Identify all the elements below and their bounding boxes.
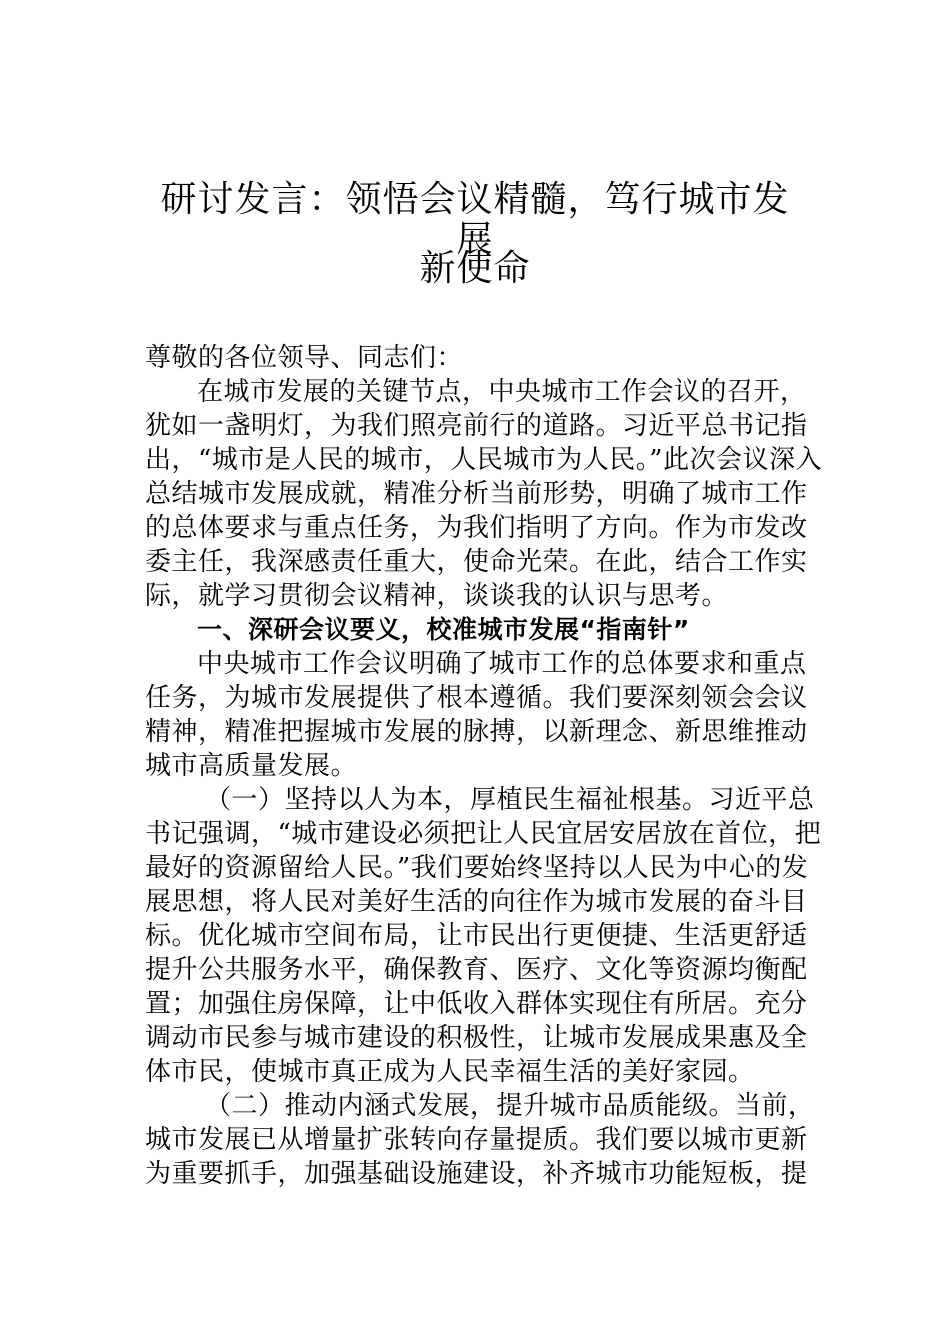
paragraph-line: 调动市民参与城市建设的积极性，让城市发展成果惠及全 (145, 1023, 808, 1053)
document-title-line-2: 新使命 (419, 248, 531, 289)
paragraph-line: 际，就学习贯彻会议精神，谈谈我的认识与思考。 (145, 581, 729, 611)
document-body (145, 341, 823, 1191)
paragraph-line: 精神，精准把握城市发展的脉搏，以新理念、新思维推动 (145, 717, 808, 747)
paragraph-line: 展思想，将人民对美好生活的向往作为城市发展的奋斗目 (145, 887, 808, 917)
paragraph-line: 中央城市工作会议明确了城市工作的总体要求和重点 (197, 649, 807, 679)
paragraph-line: 书记强调，“城市建设必须把让人民宜居安居放在首位，把 (145, 819, 822, 849)
paragraph-line: 标。优化城市空间布局，让市民出行更便捷、生活更舒适 (145, 921, 808, 951)
paragraph-line: 出，“城市是人民的城市，人民城市为人民。”此次会议深入 (145, 445, 823, 475)
paragraph-line: 城市发展已从增量扩张转向存量提质。我们要以城市更新 (145, 1125, 808, 1155)
subsection-line: （一）坚持以人为本，厚植民生福祉根基。习近平总 (205, 785, 815, 815)
paragraph-line: 最好的资源留给人民。”我们要始终坚持以人民为中心的发 (145, 853, 809, 883)
paragraph-line: 提升公共服务水平，确保教育、医疗、文化等资源均衡配 (145, 955, 808, 985)
paragraph-line: 为重要抓手，加强基础设施建设，补齐城市功能短板，提 (145, 1159, 808, 1189)
paragraph-line: 的总体要求与重点任务，为我们指明了方向。作为市发改 (145, 513, 808, 543)
paragraph-line: 委主任，我深感责任重大，使命光荣。在此，结合工作实 (145, 547, 808, 577)
paragraph-line: 体市民，使城市真正成为人民幸福生活的美好家园。 (145, 1057, 755, 1087)
paragraph-line: 在城市发展的关键节点，中央城市工作会议的召开， (197, 377, 807, 407)
paragraph-line: 任务，为城市发展提供了根本遵循。我们要深刻领会会议 (145, 683, 808, 713)
section-heading: 一、深研会议要义，校准城市发展“指南针” (197, 615, 690, 644)
paragraph-line: 置；加强住房保障，让中低收入群体实现住有所居。充分 (145, 989, 808, 1019)
paragraph-line: 总结城市发展成就，精准分析当前形势，明确了城市工作 (145, 479, 808, 509)
paragraph-line: 犹如一盏明灯，为我们照亮前行的道路。习近平总书记指 (145, 411, 808, 441)
subsection-line: （二）推动内涵式发展，提升城市品质能级。当前， (205, 1091, 815, 1121)
salutation: 尊敬的各位领导、同志们： (145, 343, 464, 373)
document-title-line-1: 研讨发言：领悟会议精髓，笃行城市发展 (160, 179, 790, 260)
paragraph-line: 城市高质量发展。 (145, 751, 358, 781)
